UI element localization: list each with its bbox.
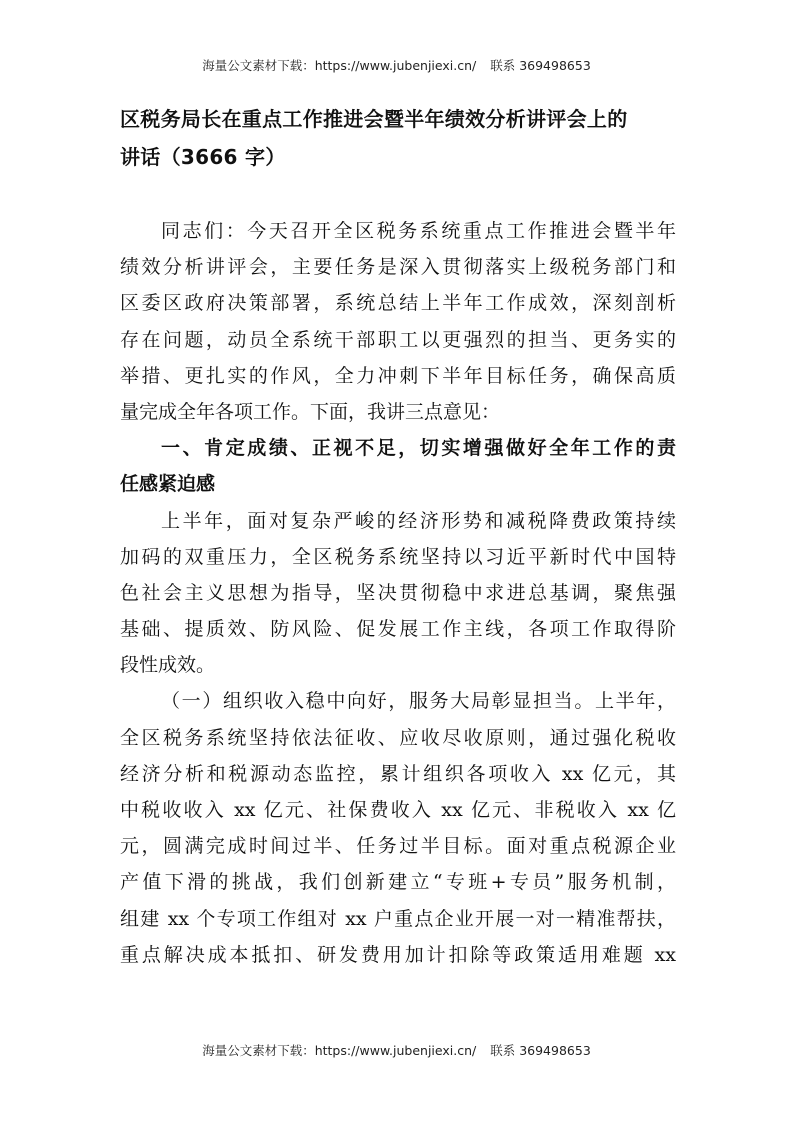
footer-contact: 联系 369498653 [490, 1043, 591, 1058]
page-footer [0, 1043, 793, 1059]
paragraph-line: 经济分析和税源动态监控，累计组织各项收入 xx 亿元，其 [120, 762, 676, 785]
paragraph-line: 基础、提质效、防风险、促发展工作主线，各项工作取得阶 [120, 618, 676, 641]
paragraph-line: 全区税务系统坚持依法征收、应收尽收原则，通过强化税收 [120, 726, 676, 749]
paragraph-line: 同志们：今天召开全区税务系统重点工作推进会暨半年 [161, 220, 676, 242]
section-heading-line: 任感紧迫感 [120, 473, 216, 496]
paragraph-line: 量完成全年各项工作。下面，我讲三点意见： [120, 400, 501, 423]
paragraph-line: 区委区政府决策部署，系统总结上半年工作成效，深刻剖析 [120, 292, 676, 315]
paragraph-line: 加码的双重压力，全区税务系统坚持以习近平新时代中国特 [120, 545, 676, 568]
page-header [0, 58, 793, 74]
paragraph-line: 上半年，面对复杂严峻的经济形势和减税降费政策持续 [161, 509, 676, 532]
paragraph-line: 产值下滑的挑战，我们创新建立“专班+专员”服务机制， [120, 871, 676, 894]
header-label: 海量公文素材下载：https://www.jubenjiexi.cn/ [202, 58, 477, 73]
paragraph-line: 组建 xx 个专项工作组对 xx 户重点企业开展一对一精准帮扶， [120, 907, 676, 930]
paragraph-line: 色社会主义思想为指导，坚决贯彻稳中求进总基调，聚焦强 [120, 581, 676, 604]
paragraph-line: 元，圆满完成时间过半、任务过半目标。面对重点税源企业 [120, 835, 676, 858]
paragraph-line: 段性成效。 [120, 654, 216, 677]
document-title [120, 100, 680, 176]
paragraph-line: 举措、更扎实的作风，全力冲刺下半年目标任务，确保高质 [120, 364, 676, 387]
title-line-2: 讲话（3666 字） [120, 145, 286, 169]
footer-label: 海量公文素材下载：https://www.jubenjiexi.cn/ [202, 1043, 477, 1058]
document-body [120, 213, 676, 973]
section-heading-line: 一、肯定成绩、正视不足，切实增强做好全年工作的责 [161, 437, 676, 460]
header-contact: 联系 369498653 [490, 58, 591, 73]
paragraph-line: 重点解决成本抵扣、研发费用加计扣除等政策适用难题 xx [120, 943, 676, 966]
paragraph-line: 存在问题，动员全系统干部职工以更强烈的担当、更务实的 [120, 328, 676, 351]
paragraph-line: 中税收收入 xx 亿元、社保费收入 xx 亿元、非税收入 xx 亿 [120, 799, 676, 821]
title-line-1: 区税务局长在重点工作推进会暨半年绩效分析讲评会上的 [120, 107, 628, 131]
paragraph-line: （一）组织收入稳中向好，服务大局彰显担当。上半年， [161, 690, 676, 713]
paragraph-line: 绩效分析讲评会，主要任务是深入贯彻落实上级税务部门和 [120, 256, 676, 279]
